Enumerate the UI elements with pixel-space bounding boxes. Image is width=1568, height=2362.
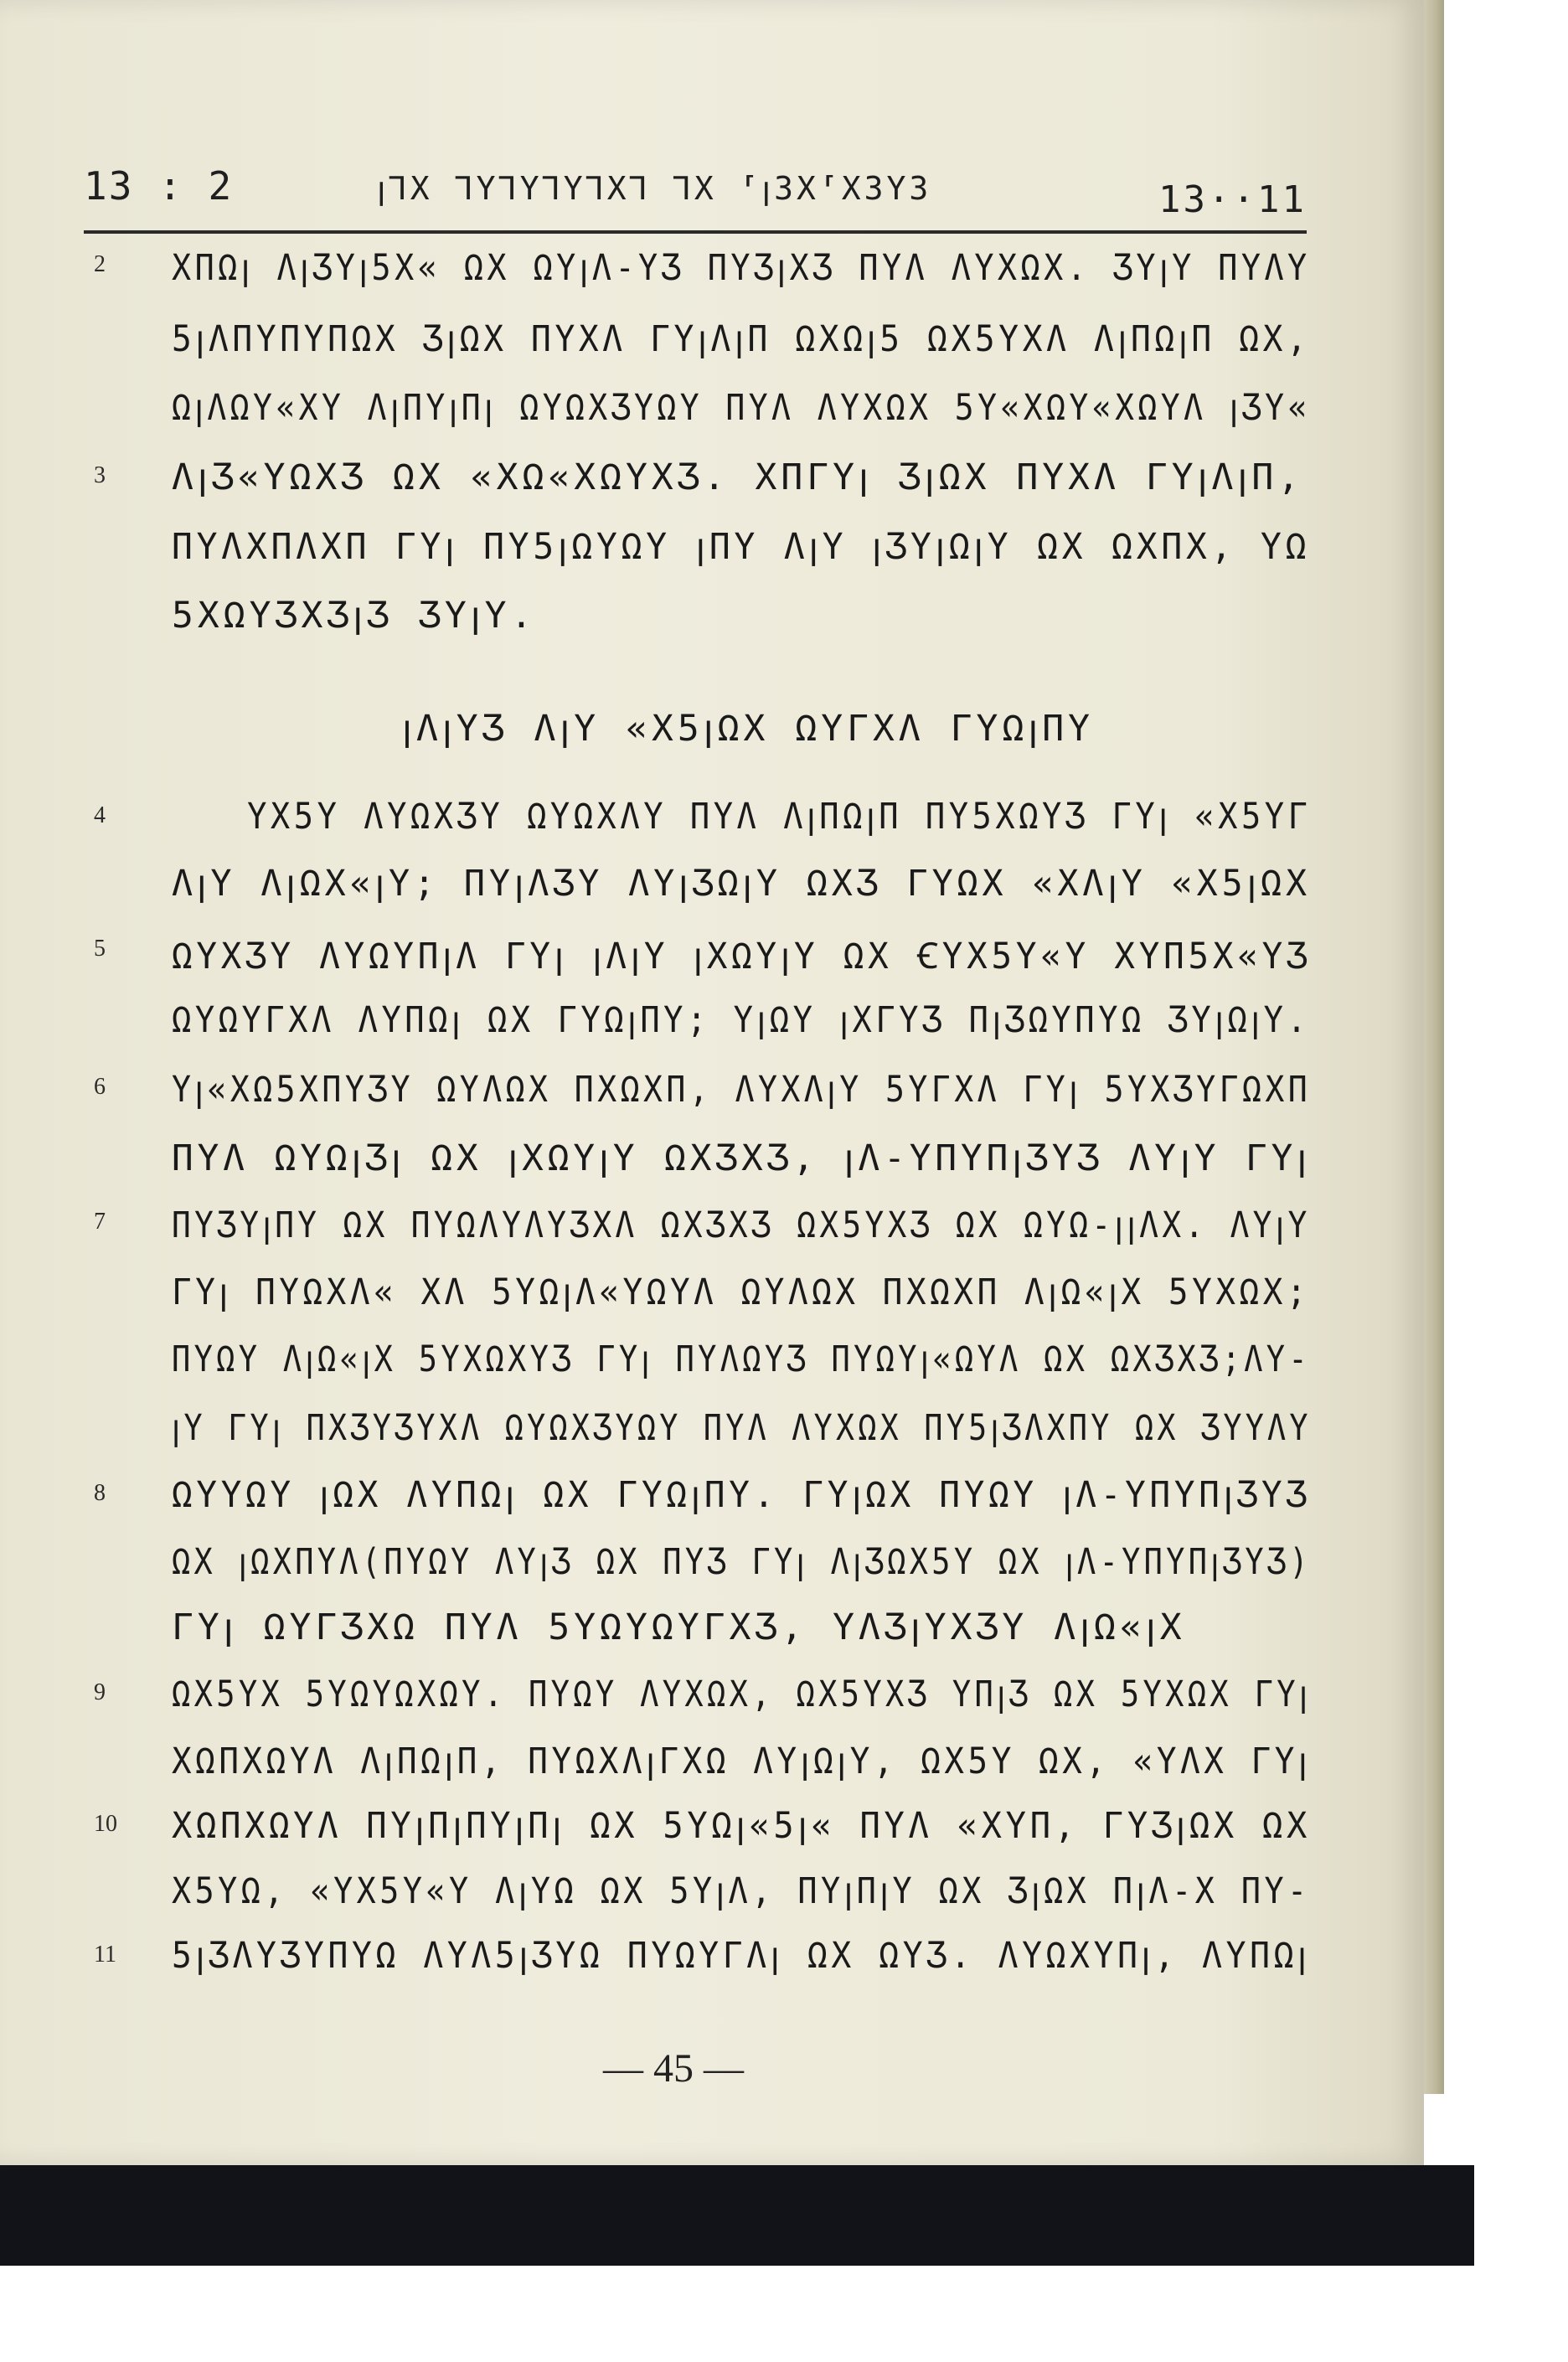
text-line: ΓYꞁ ΠYΩXΛ« XΛ 5YΩꞁΛ«YΩYΛ ΩYΛΩX ΠXΩXΠ ΛꞁΩ«ꞁX 5YXΩX; [172, 1271, 1311, 1313]
text-line: X5YΩ, «YX5Y«Y ΛꞁYΩ ΩX 5YꞁΛ, ΠYꞁΠꞁY ΩX ƷꞁΩX ΠꞁΛ-X ΠY- [172, 1870, 1311, 1912]
verse-number: 2 [94, 251, 106, 277]
book-title: ꞁꞀX ꞀYꞀYꞀYꞀXꞀ ꞀX ⸢ꞁ3X⸢X3Y3 [377, 170, 932, 207]
verse-number: 5 [94, 936, 106, 962]
text-line: Yꞁ«XΩ5XΠYƷY ΩYΛΩX ΠXΩXΠ, ΛYXΛꞁY 5YΓXΛ ΓYꞁ 5YXƷYΓΩXΠ [172, 1069, 1312, 1111]
verse-number: 8 [94, 1480, 106, 1506]
text-line: ΩX5YX 5YΩYΩXΩY. ΠYΩY ΛYXΩX, ΩX5YXƷ YΠꞁƷ ΩX 5YXΩX ΓYꞁ [172, 1674, 1312, 1715]
verse-number: 9 [94, 1679, 106, 1705]
chapter-verse-end: 13··11 [1158, 178, 1307, 221]
text-line: 5XΩYƷXƷꞁƷ ƷYꞁY. [172, 595, 537, 637]
text-line: ꞁY ΓYꞁ ΠXƷYƷYXΛ ΩYΩXƷYΩY ΠYΛ ΛYXΩX ΠY5ꞁƷΛXΠY ΩX ƷYYΛY [172, 1407, 1312, 1449]
text-line: ΠYƷYꞁΠY ΩX ΠYΩΛYΛYƷXΛ ΩXƷXƷ ΩX5YXƷ ΩX ΩYΩ-ꞁꞁΛX. ΛYꞁY [172, 1204, 1311, 1246]
text-line: 5ꞁƷΛYƷYΠYΩ ΛYΛ5ꞁƷYΩ ΠYΩYΓΛꞁ ΩX ΩYƷ. ΛYΩXYΠꞁ, ΛYΠΩꞁ [172, 1935, 1311, 1977]
dark-surface [0, 2165, 1474, 2266]
text-line: ΛꞁƷ«YΩXƷ ΩX «XΩ«XΩYXƷ. XΠΓYꞁ ƷꞁΩX ΠYXΛ ΓYꞁΛꞁΠ, [172, 456, 1304, 498]
page-stack-edge [1424, 0, 1444, 2094]
verse-number: 3 [94, 462, 106, 488]
text-line: ΓYꞁ ΩYΓƷXΩ ΠYΛ 5YΩYΩYΓXƷ, YΛƷꞁYXƷY ΛꞁΩ«ꞁX [172, 1606, 1186, 1648]
verse-number: 6 [94, 1074, 106, 1100]
text-line: ΠYΛXΠΛXΠ ΓYꞁ ΠY5ꞁΩYΩY ꞁΠY ΛꞁY ꞁƷYꞁΩꞁY ΩX ΩXΠX, YΩ [172, 526, 1311, 568]
text-line: ΩYΩYΓXΛ ΛYΠΩꞁ ΩX ΓYΩꞁΠY; YꞁΩY ꞁXΓYƷ ΠꞁƷΩYΠYΩ ƷYꞁΩꞁY. [172, 999, 1311, 1041]
page-number: — 45 — [603, 2046, 744, 2091]
text-line: ΩYYΩY ꞁΩX ΛYΠΩꞁ ΩX ΓYΩꞁΠY. ΓYꞁΩX ΠYΩY ꞁΛ-YΠYΠꞁƷYƷ [172, 1474, 1311, 1516]
verse-number: 7 [94, 1209, 106, 1235]
section-heading: ꞁΛꞁYƷ ΛꞁY «X5ꞁΩX ΩYΓXΛ ΓYΩꞁΠY [402, 708, 1095, 750]
text-line: XΩΠXΩYΛ ΛꞁΠΩꞁΠ, ΠYΩXΛꞁΓXΩ ΛYꞁΩꞁY, ΩX5Y ΩX, «YΛX ΓYꞁ [172, 1741, 1312, 1782]
text-line: YX5Y ΛYΩXƷY ΩYΩXΛY ΠYΛ ΛꞁΠΩꞁΠ ΠY5XΩYƷ ΓYꞁ «X5YΓ [247, 796, 1312, 838]
text-line: ΠYΩY ΛꞁΩ«ꞁX 5YXΩXYƷ ΓYꞁ ΠYΛΩYƷ ΠYΩYꞁ«ΩYΛ ΩX ΩXƷXƷ;ΛY- [172, 1338, 1311, 1380]
text-line: ΩX ꞁΩXΠYΛ(ΠYΩY ΛYꞁƷ ΩX ΠYƷ ΓYꞁ ΛꞁƷΩX5Y ΩX ꞁΛ-YΠYΠꞁƷYƷ) [172, 1541, 1312, 1583]
running-head [84, 155, 1307, 234]
text-line: 5ꞁΛΠYΠYΠΩX ƷꞁΩX ΠYXΛ ΓYꞁΛꞁΠ ΩXΩꞁ5 ΩX5YXΛ ΛꞁΠΩꞁΠ ΩX, [172, 318, 1311, 360]
text-line: XΠΩꞁ ΛꞁƷYꞁ5X« ΩX ΩYꞁΛ-YƷ ΠYƷꞁXƷ ΠYΛ ΛYXΩX. ƷYꞁY ΠYΛY [172, 247, 1311, 289]
text-line: XΩΠXΩYΛ ΠYꞁΠꞁΠYꞁΠꞁ ΩX 5YΩꞁ«5ꞁ« ΠYΛ «XYΠ, ΓYƷꞁΩX ΩX [172, 1805, 1312, 1847]
verse-number: 4 [94, 802, 106, 828]
chapter-verse-start: 13 : 2 [84, 163, 234, 209]
verse-number: 10 [94, 1811, 117, 1837]
text-line: ΩYXƷY ΛYΩYΠꞁΛ ΓYꞁ ꞁΛꞁY ꞁXΩYꞁY ΩX ꞒYX5Y«Y XYΠ5X«YƷ [172, 936, 1312, 977]
verse-number: 11 [94, 1942, 116, 1967]
text-line: ΩꞁΛΩY«XY ΛꞁΠYꞁΠꞁ ΩYΩXƷYΩY ΠYΛ ΛYXΩX 5Y«XΩY«XΩYΛ ꞁƷY« [172, 387, 1311, 429]
text-line: ΠYΛ ΩYΩꞁƷꞁ ΩX ꞁXΩYꞁY ΩXƷXƷ, ꞁΛ-YΠYΠꞁƷYƷ ΛYꞁY ΓYꞁ [172, 1137, 1312, 1179]
text-line: ΛꞁY ΛꞁΩX«ꞁY; ΠYꞁΛƷY ΛYꞁƷΩꞁY ΩXƷ ΓYΩX «XΛꞁY «X5ꞁΩX [172, 863, 1311, 905]
